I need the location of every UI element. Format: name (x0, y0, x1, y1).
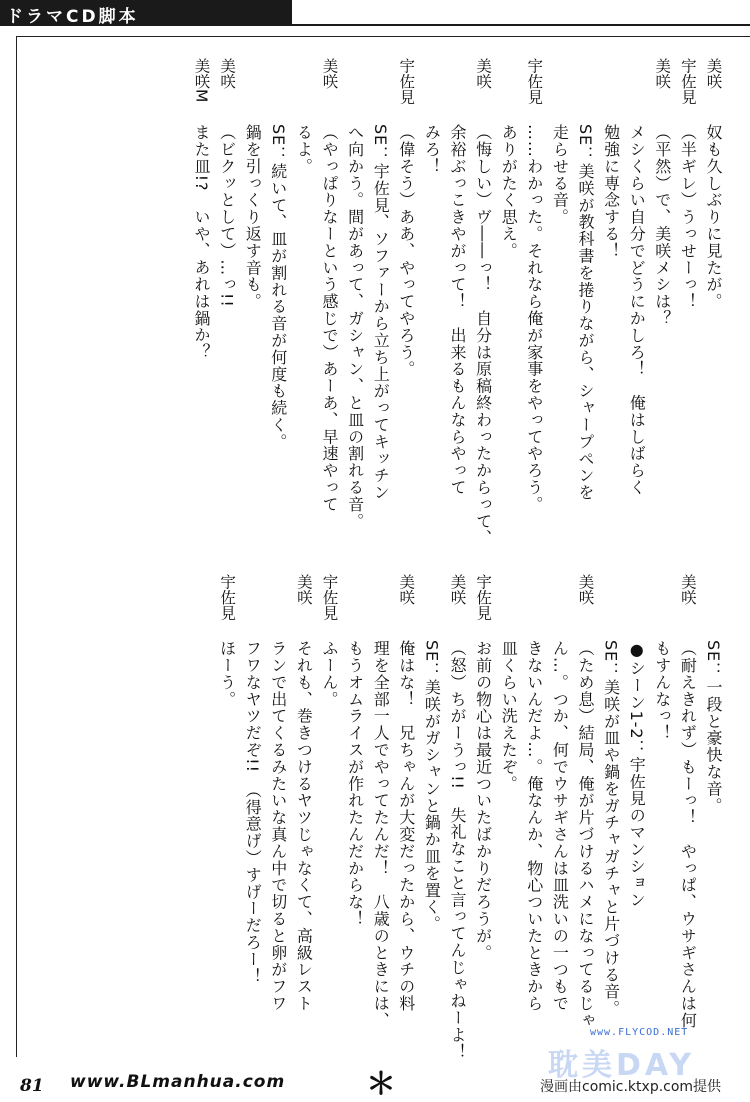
dialogue-line: ふーん。 (320, 640, 339, 708)
dialogue-line: （ため息）結局、俺が片づけるハメになってるじゃ (576, 640, 595, 1029)
watermark-credit: 漫画由comic.ktxp.com提供 (540, 1079, 722, 1095)
speaker-label: 宇佐見 (678, 58, 697, 105)
page-number: 81 (20, 1076, 44, 1096)
speaker-label: 美咲 (576, 574, 595, 605)
speaker-label: 宇佐見 (525, 58, 544, 105)
dialogue-line: それも、巻きつけるヤツじゃなくて、高級レスト (294, 640, 314, 1012)
header-rule (292, 24, 750, 26)
dialogue-line: 理を全部一人でやってたんだ！ 八歳のときには、 (371, 640, 391, 1029)
dialogue-line: （耐えきれず）もーっ！ やっぱ、ウサギさんは何 (678, 640, 698, 1029)
dialogue-line: みろ！ (422, 124, 442, 175)
dialogue-line: もすんなっ！ (652, 640, 672, 742)
dialogue-line: ほーう。 (217, 640, 237, 708)
speaker-label: 美咲 (678, 574, 697, 605)
header-title: ドラマCD脚本 (6, 7, 139, 27)
dialogue-line: ん…。つか、何でウサギさんは皿洗いの一つもで (550, 640, 570, 1012)
speaker-label: 美咲 (397, 574, 416, 605)
stage-direction: SE：美咲がガシャンと鍋か皿を置く。 (422, 640, 442, 933)
dialogue-line: フワなヤツだぞ!! （得意げ）すげーだろー！ (243, 640, 263, 985)
speaker-label: 美咲 (218, 58, 237, 89)
stage-direction: ●シーン1-2：宇佐見のマンション (627, 640, 647, 909)
speaker-label: 美咲 (704, 58, 723, 89)
dialogue-line: （半ギレ）うっせーっ！ (678, 124, 698, 310)
dialogue-line: 皿くらい洗えたぞ。 (499, 640, 519, 793)
speaker-label: 美咲 (320, 58, 339, 89)
dialogue-line: ありがたく思え。 (499, 124, 519, 260)
dialogue-line: （やっぱりなーという感じで）あーあ、早速やって (320, 124, 339, 513)
stage-direction: SE：美咲が教科書を捲りながら、シャープペンを (576, 124, 595, 501)
speaker-label: 宇佐見 (474, 574, 493, 621)
watermark-logo: 耽美DAY (548, 1048, 695, 1083)
stage-direction: SE：宇佐見、ソファーから立ち上がってキッチン (371, 124, 391, 501)
stage-direction: SE：続いて、皿が割れる音が何度も続く。 (268, 124, 288, 451)
dialogue-line: また皿!? いや、あれは鍋か？ (192, 124, 211, 361)
dialogue-line: お前の物心は最近ついたばかりだろうが。 (473, 640, 493, 962)
dialogue-line: （怒）ちがーうっ!! 失礼なこと言ってんじゃねーよ！ (448, 640, 467, 1061)
dialogue-line: 俺はな！ 兄ちゃんが大変だったから、ウチの料 (396, 640, 416, 1012)
speaker-label: 美咲 (448, 574, 467, 605)
stage-direction: 走らせる音。 (550, 124, 570, 226)
watermark-url: www.FLYCOD.NET (590, 1027, 689, 1038)
speaker-label: 宇佐見 (320, 574, 339, 621)
dialogue-line: 余裕ぶっこきやがって！ 出来るもんならやって (448, 124, 467, 496)
site-url: www.BLmanhua.com (70, 1072, 286, 1092)
dialogue-line: （悔しい）ヴ――っ！ 自分は原稿終わったからって、 (473, 124, 493, 547)
speaker-label: 宇佐見 (397, 58, 416, 105)
dialogue-line: 勉強に専念する！ (601, 124, 621, 260)
dialogue-line: ランで出てくるみたいな真ん中で切ると卵がフワ (268, 640, 288, 1012)
stage-direction: SE：一段と豪快な音。 (704, 640, 723, 815)
stage-direction: SE：美咲が皿や鍋をガチャガチャと片づける音。 (601, 640, 621, 1017)
speaker-label: 美咲M (192, 58, 211, 103)
dialogue-line: もうオムライスが作れたんだからな！ (345, 640, 365, 928)
speaker-label: 美咲 (294, 574, 313, 605)
dialogue-line: 奴も久しぶりに見たが。 (704, 124, 723, 310)
stage-direction: 鍋を引っくり返す音も。 (243, 124, 263, 310)
speaker-label: 美咲 (653, 58, 672, 89)
dialogue-line: きないんだよ…。俺なんか、物心ついたときから (524, 640, 544, 1012)
header-bar (0, 0, 292, 26)
dialogue-line: （平然）で、美咲メシは？ (652, 124, 672, 327)
dialogue-line: るよ。 (294, 124, 314, 175)
dialogue-line: ……わかった。それなら俺が家事をやってやろう。 (524, 124, 544, 513)
stage-direction: へ向かう。間があって、ガシャン、と皿の割れる音。 (345, 124, 365, 530)
dialogue-line: （偉そう）ああ、やってやろう。 (396, 124, 416, 378)
speaker-label: 美咲 (474, 58, 493, 89)
speaker-label: 宇佐見 (218, 574, 237, 621)
asterisk-mark: ＊ (366, 1067, 396, 1102)
dialogue-line: （ビクッとして）…っ!! (217, 124, 237, 308)
dialogue-line: メシくらい自分でどうにかしろ！ 俺はしばらく (627, 124, 647, 496)
